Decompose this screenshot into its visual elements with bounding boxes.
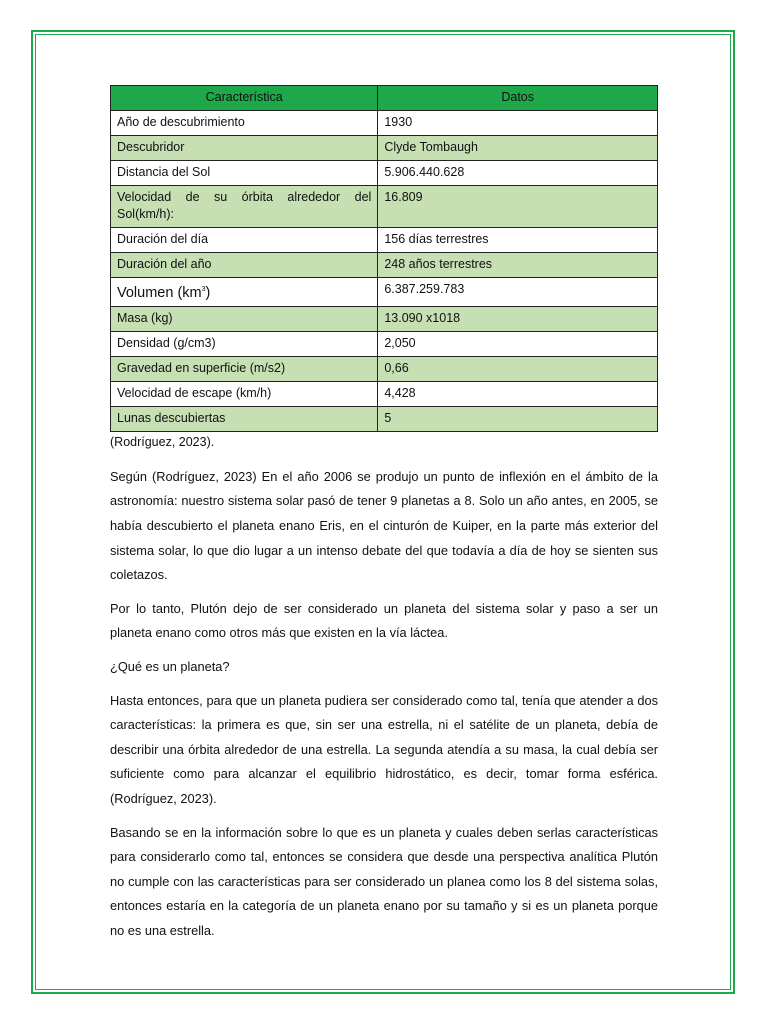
row-label: Duración del día	[111, 228, 378, 253]
row-label: Lunas descubiertas	[111, 406, 378, 431]
table-row	[111, 186, 658, 228]
row-label: Densidad (g/cm3)	[111, 331, 378, 356]
row-value: 4,428	[378, 381, 658, 406]
table-row	[111, 253, 658, 278]
table-row	[111, 356, 658, 381]
row-label: Distancia del Sol	[111, 161, 378, 186]
row-value: 248 años terrestres	[378, 253, 658, 278]
row-value: 2,050	[378, 331, 658, 356]
paragraph-pluto-status: Por lo tanto, Plutón dejo de ser considerado un planeta del sistema solar y paso a ser un planeta enano como otros más que existen en la vía láctea.	[110, 600, 658, 641]
table-header-datos: Datos	[378, 86, 658, 111]
table-row	[111, 306, 658, 331]
table-row	[111, 406, 658, 431]
volume-label-end: )	[205, 284, 211, 301]
row-value: 16.809	[378, 186, 658, 228]
row-value: 6.387.259.783	[378, 278, 658, 307]
row-label: Año de descubrimiento	[111, 111, 378, 136]
row-label: Masa (kg)	[111, 306, 378, 331]
row-value: 5.906.440.628	[378, 161, 658, 186]
document-content	[110, 85, 658, 944]
table-header-row	[111, 86, 658, 111]
row-label: Velocidad de escape (km/h)	[111, 381, 378, 406]
row-label	[111, 278, 378, 307]
row-label: Descubridor	[111, 136, 378, 161]
row-value: 5	[378, 406, 658, 431]
row-value: 156 días terrestres	[378, 228, 658, 253]
row-label: Gravedad en superficie (m/s2)	[111, 356, 378, 381]
table-header-caracteristica: Característica	[111, 86, 378, 111]
paragraph-definition: Hasta entonces, para que un planeta pudiera ser considerado como tal, tenía que atender a dos características: la primera es que, sin ser una estrella, ni el satélite de un planeta, debía de describir una órbita alrededor de una estrella. La segunda atendía a su masa, la cual debía ser suficiente como para alcanzar el equilibrio hidrostático, es decir, tomar forma esférica. (Rodríguez, 2023).	[110, 692, 658, 806]
table-citation: (Rodríguez, 2023).	[110, 434, 215, 449]
table-row	[111, 278, 658, 307]
row-value: 0,66	[378, 356, 658, 381]
row-value: 13.090 x1018	[378, 306, 658, 331]
table-row	[111, 111, 658, 136]
paragraph-inflection: Según (Rodríguez, 2023) En el año 2006 se produjo un punto de inflexión en el ámbito de la astronomía: nuestro sistema solar pasó de tener 9 planetas a 8. Solo un año antes, en 2005, se había descubierto el planeta enano Eris, en el cinturón de Kuiper, en la parte más exterior del sistema solar, lo que dio lugar a un intenso debate del que todavía a día de hoy se sienten sus coletazos.	[110, 468, 658, 583]
volume-label: Volumen (km	[117, 284, 202, 301]
row-label: Velocidad de su órbita alrededor del Sol(km/h):	[111, 186, 378, 228]
table-row	[111, 136, 658, 161]
table-row	[111, 331, 658, 356]
table-row	[111, 228, 658, 253]
pluto-data-table	[110, 85, 658, 432]
row-value: Clyde Tombaugh	[378, 136, 658, 161]
paragraph-question: ¿Qué es un planeta?	[110, 658, 230, 674]
row-value: 1930	[378, 111, 658, 136]
volume-exponent: 3	[201, 286, 206, 293]
row-label: Duración del año	[111, 253, 378, 278]
table-row	[111, 161, 658, 186]
paragraph-conclusion: Basando se en la información sobre lo que es un planeta y cuales deben serlas características para considerarlo como tal, entonces se considera que desde una perspectiva analítica Plutón no cumple con las características para ser considerado un planea como los 8 del sistema solas, entonces estaría en la categoría de un planeta enano por su tamaño y si es un planeta porque no es una estrella.	[110, 824, 658, 938]
table-row	[111, 381, 658, 406]
